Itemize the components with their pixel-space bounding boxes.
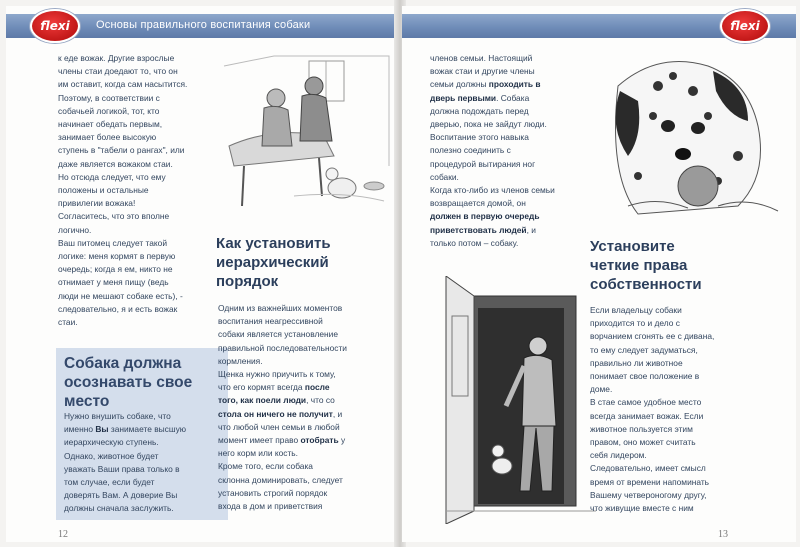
text-segment: Когда кто-либо из членов семьи	[430, 185, 555, 196]
text-line	[218, 368, 390, 381]
heading-line: Собака должна	[64, 355, 182, 372]
text-line: правильно ли животное	[590, 357, 683, 368]
bold-text: проходить в	[488, 79, 541, 90]
text-segment: момент имеет право	[218, 435, 301, 446]
text-line: даже является вожаком стаи.	[58, 158, 173, 169]
text-line	[430, 118, 595, 131]
heading-line: иерархический	[216, 254, 329, 271]
text-segment: должна подождать перед	[430, 105, 529, 116]
text-line	[430, 144, 595, 157]
text-line: Ваш питомец следует такой	[58, 237, 168, 248]
text-line	[218, 408, 390, 421]
text-line	[430, 224, 595, 237]
text-segment: , и	[332, 408, 343, 419]
logo-text: flexi	[40, 19, 70, 33]
text-line	[430, 210, 595, 223]
text-segment: членов семьи. Настоящий	[430, 53, 533, 63]
text-line: иерархическую ступень.	[64, 437, 159, 448]
text-line	[430, 65, 595, 78]
text-segment: возвращается домой, он	[430, 198, 526, 209]
bold-text: после	[304, 382, 330, 393]
text-line	[218, 381, 390, 394]
text-line: Вашему четвероногому другу,	[590, 489, 707, 500]
text-line	[430, 197, 595, 210]
text-segment: вожак стаи и другие члены	[430, 66, 535, 77]
header-title: Основы правильного воспитания собаки	[96, 19, 311, 31]
text-line: положены и остальные	[58, 185, 149, 196]
heading-line: четкие права	[590, 257, 688, 274]
text-line: люди не мешают собаке есть), -	[58, 290, 183, 301]
text-line: привилегии вожака!	[58, 198, 136, 209]
callout-text	[64, 410, 226, 516]
flexi-logo	[30, 9, 80, 43]
text-line: следовательно, я и есть вожак	[58, 303, 178, 314]
text-line: время от времени напоминать	[590, 476, 710, 487]
text-line: начинает обедать первым,	[58, 119, 163, 130]
text-line: правом, оно может считать	[590, 437, 696, 448]
text-line: логике: меня кормят в первую	[58, 251, 176, 262]
text-line: собачьей логикой, тот, кто	[58, 105, 160, 116]
page-number: 13	[718, 529, 728, 540]
text-line: логично.	[58, 224, 92, 235]
text-line: доверять Вам. А доверие Вы	[64, 490, 178, 501]
text-line: им оставит, когда сам насытится.	[58, 79, 188, 90]
page-number: 12	[58, 529, 68, 540]
text-line: собаки является установление	[218, 329, 338, 340]
bold-text: Вы	[95, 424, 109, 435]
dalmatian-illustration	[598, 46, 788, 224]
text-line	[218, 434, 390, 447]
text-line: Согласитесь, что это вполне	[58, 211, 170, 222]
family-dinner-illustration	[214, 46, 394, 226]
text-segment: процедурой вытирания ног	[430, 158, 536, 169]
heading-line: собственности	[590, 276, 702, 293]
text-column	[430, 52, 595, 250]
text-column	[218, 302, 390, 513]
text-line: склонна доминировать, следует	[218, 474, 343, 485]
text-segment: что его кормят всегда	[218, 382, 305, 393]
text-line	[430, 131, 595, 144]
bold-text: отобрать	[300, 435, 339, 446]
text-line: установить строгий порядок	[218, 487, 328, 498]
callout-heading	[64, 354, 224, 411]
text-line: Нужно внушить собаке, что	[64, 411, 171, 421]
text-line: уважать Ваши права только в	[64, 463, 180, 474]
text-segment: полезно соединить с	[430, 145, 511, 156]
text-line: члены стаи доедают то, что он	[58, 66, 178, 77]
heading-line: порядок	[216, 273, 279, 290]
text-line: доме.	[590, 384, 613, 395]
text-line: правильной последовательности	[218, 342, 347, 353]
bold-text: стола он ничего не получит	[218, 408, 333, 419]
bold-text: дверь первыми	[430, 92, 497, 103]
text-segment: , что со	[306, 395, 335, 406]
text-line: входа в дом и приветствия	[218, 501, 323, 512]
text-line: приходится то и дело с	[590, 318, 680, 329]
text-line: Однако, животное будет	[64, 450, 159, 461]
text-line: то ему следует задуматься,	[590, 344, 698, 355]
text-segment: Щенка нужно приучить к тому,	[218, 369, 336, 380]
left-page	[6, 6, 396, 542]
text-line: что живущие вместе с ним	[590, 503, 694, 514]
text-line: всегда занимает вожак. Если	[590, 410, 704, 421]
text-segment: , и	[526, 224, 536, 235]
text-line: Если владельцу собаки	[590, 305, 682, 315]
text-line: понимает свое положение в	[590, 371, 700, 382]
text-line: себя лидером.	[590, 450, 647, 461]
text-line: к еде вожак. Другие взрослые	[58, 53, 175, 63]
text-line	[430, 92, 595, 105]
text-line: занимает более высокую	[58, 132, 157, 143]
text-column	[590, 304, 780, 515]
heading-line: место	[64, 393, 110, 410]
text-line	[64, 423, 226, 436]
text-line: Поэтому, в соответствии с	[58, 92, 160, 103]
text-segment: семьи должны	[430, 79, 489, 90]
text-line	[430, 158, 595, 171]
callout-box	[56, 348, 228, 520]
bold-text: должен в первую очередь	[430, 211, 540, 222]
text-line: Но отсюда следует, что ему	[58, 171, 166, 182]
text-line: ступень в "табели о рангах", или	[58, 145, 185, 156]
text-line	[218, 394, 390, 407]
text-segment: именно	[64, 424, 96, 435]
text-segment: занимаете высшую	[108, 424, 187, 435]
text-line: животное пользуется этим	[590, 423, 693, 434]
text-line: что любой член семьи в любой	[218, 421, 340, 432]
text-line	[430, 171, 595, 184]
text-line: Одним из важнейших моментов	[218, 303, 343, 313]
heading-line: Установите	[590, 238, 675, 255]
bold-text: приветствовать людей	[430, 224, 527, 235]
text-line: В стае самое удобное место	[590, 397, 702, 408]
flexi-logo	[720, 9, 770, 43]
bold-text: того, как поели люди	[218, 395, 307, 406]
text-line: воспитания неагрессивной	[218, 316, 323, 327]
text-line: стаи.	[58, 317, 78, 328]
text-line	[430, 78, 595, 91]
text-line: Кроме того, если собака	[218, 461, 313, 472]
text-segment: у	[338, 435, 346, 446]
text-segment: . Собака	[496, 92, 530, 103]
logo-text: flexi	[730, 19, 760, 33]
right-page	[402, 6, 796, 542]
section-heading	[590, 237, 780, 294]
heading-line: осознавать свое	[64, 374, 193, 391]
doorway-illustration	[426, 276, 596, 524]
text-line: Следовательно, имеет смысл	[590, 463, 706, 474]
text-segment: дверью, пока не зайдут люди.	[430, 119, 547, 130]
text-segment: Воспитание этого навыка	[430, 132, 529, 143]
section-heading	[216, 234, 386, 291]
text-line: очередь; когда я ем, никто не	[58, 264, 173, 275]
text-line	[430, 237, 595, 250]
text-line: кормления.	[218, 355, 263, 366]
text-line	[430, 184, 595, 197]
text-segment: только потом – собаку.	[430, 237, 519, 248]
heading-line: Как установить	[216, 235, 331, 252]
text-segment: собаки.	[430, 171, 459, 182]
text-column	[58, 52, 238, 329]
text-line	[430, 52, 595, 65]
text-line: него корм или кость.	[218, 448, 298, 459]
text-line: ворчанием сгонять ее с дивана,	[590, 331, 715, 342]
text-line: должны сначала заслужить.	[64, 503, 174, 514]
text-line: том случае, если будет	[64, 477, 155, 488]
text-line: отнимает у меня пищу (ведь	[58, 277, 169, 288]
text-line	[430, 105, 595, 118]
